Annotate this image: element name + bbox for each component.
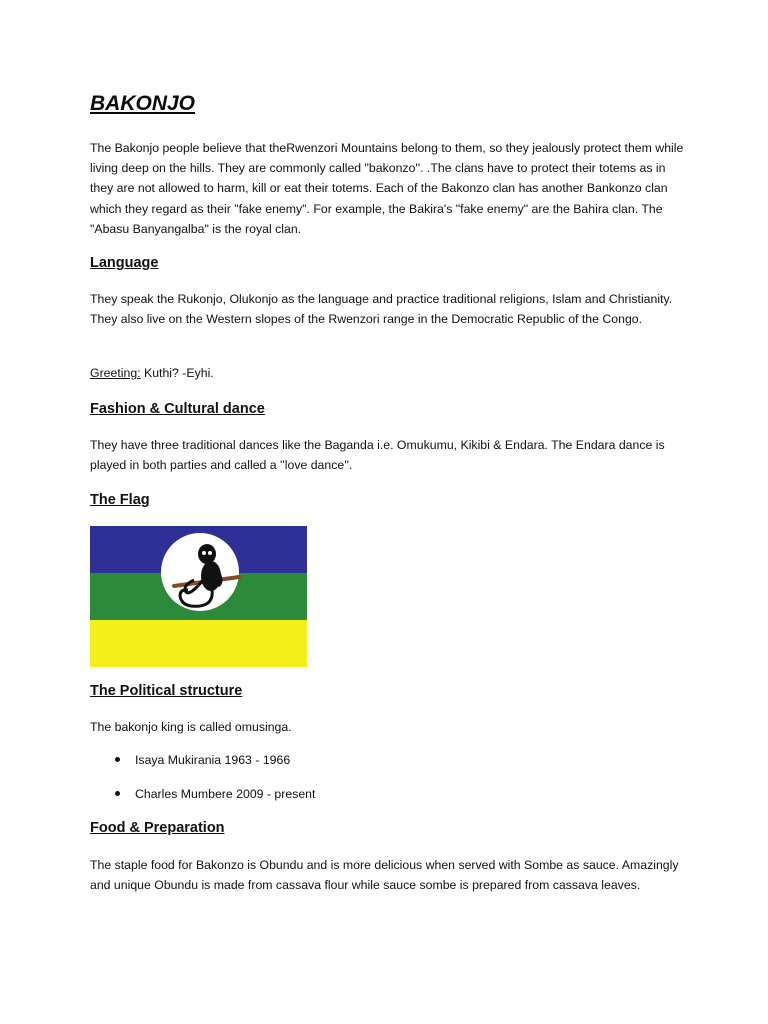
bullet-icon: [115, 757, 120, 762]
flag-heading: The Flag: [90, 492, 150, 508]
bullet-icon: [115, 791, 120, 796]
fashion-paragraph: They have three traditional dances like the Baganda i.e. Omukumu, Kikibi & Endara. The Endara dance is played in both parties and called a ''love dance''.: [90, 438, 665, 473]
political-paragraph: The bakonjo king is called omusinga.: [90, 720, 292, 734]
document-title: BAKONJO: [90, 92, 196, 115]
greeting-label: Greeting:: [90, 366, 141, 380]
fashion-heading: Fashion & Cultural dance: [90, 401, 265, 417]
list-item: [90, 750, 315, 784]
food-paragraph: The staple food for Bakonzo is Obundu and is more delicious when served with Sombe as sauce. Amazingly and unique Obundu is made from cassava flour while sauce sombe is prepared from cassava leaves.: [90, 858, 679, 893]
king-entry: Isaya Mukirania 1963 - 1966: [135, 753, 291, 767]
intro-paragraph: The Bakonjo people believe that theRwenzori Mountains belong to them, so they jealously protect them while living deep on the hills. They are commonly called "bakonzo''. .The clans have to protect their totems as in they are not allowed to harm, kill or eat their totems. Each of the Bakonzo clan has another Bankonzo clan which they regard as their "fake enemy". For example, the Bakira's "fake enemy" are the Bahira clan. The "Abasu Banyangalba" is the royal clan.: [90, 141, 684, 236]
language-paragraph: They speak the Rukonjo, Olukonjo as the language and practice traditional religions, Islam and Christianity. They also live on the Western slopes of the Rwenzori range in the Democratic Republic of the Congo.: [90, 292, 673, 327]
flag-stripe-yellow: [90, 620, 307, 667]
language-heading: Language: [90, 255, 159, 271]
flag-emblem-circle: [161, 533, 239, 611]
bakonjo-flag: [90, 526, 307, 667]
food-heading: Food & Preparation: [90, 820, 225, 836]
kings-list: [90, 750, 315, 818]
political-heading: The Political structure: [90, 683, 243, 699]
greeting-text: Kuthi? -Eyhi.: [140, 366, 214, 380]
list-item: [90, 784, 315, 818]
king-entry: Charles Mumbere 2009 - present: [135, 787, 316, 801]
greeting-line: [90, 363, 686, 383]
